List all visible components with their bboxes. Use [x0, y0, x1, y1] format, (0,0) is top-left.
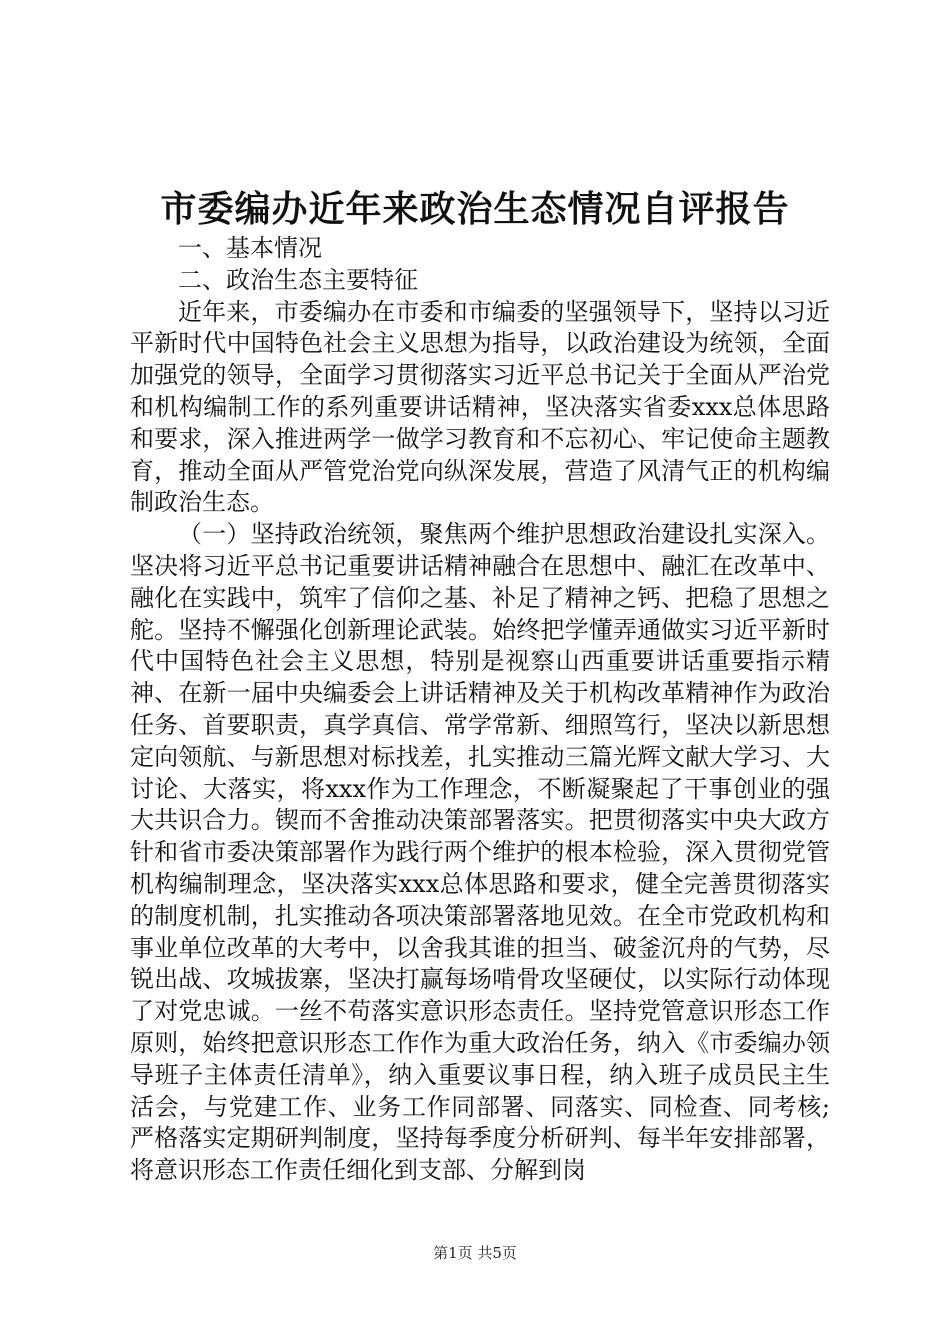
- page-footer: 第1页 共5页: [433, 1244, 517, 1262]
- section-heading-basic-situation: 一、基本情况: [178, 234, 322, 262]
- body-paragraph: （一）坚持政治统领，聚焦两个维护思想政治建设扎实深入。坚决将习近平总书记重要讲话精神融合在思想中、融汇在改革中、融化在实践中，筑牢了信仰之基、补足了精神之钙、把稳了思想之舵。坚持不懈强化创新理论武装。始终把学懂弄通做实习近平新时代中国特色社会主义思想，特别是视察山西重要讲话重要指示精神、在新一届中央编委会上讲话精神及关于机构改革精神作为政治任务、首要职责，真学真信、常学常新、细照笃行，坚决以新思想定向领航、与新思想对标找差，扎实推动三篇光辉文献大学习、大讨论、大落实，将xxx作为工作理念，不断凝聚起了干事创业的强大共识合力。锲而不舍推动决策部署落实。把贯彻落实中央大政方针和省市委决策部署作为践行两个维护的根本检验，深入贯彻党管机构编制理念，坚决落实xxx总体思路和要求，健全完善贯彻落实的制度机制，扎实推动各项决策部署落地见效。在全市党政机构和事业单位改革的大考中，以舍我其谁的担当、破釜沉舟的气势，尽锐出战、攻城拔寨，坚决打赢每场啃骨攻坚硬仗，以实际行动体现了对党忠诚。一丝不苟落实意识形态责任。坚持党管意识形态工作原则，始终把意识形态工作作为重大政治任务，纳入《市委编办领导班子主体责任清单》，纳入重要议事日程，纳入班子成员民主生活会，与党建工作、业务工作同部署、同落实、同检查、同考核;严格落实定期研判制度，坚持每季度分析研判、每半年安排部署，将意识形态工作责任细化到支部、分解到岗: [130, 520, 830, 1185]
- document-title: 市委编办近年来政治生态情况自评报告: [160, 188, 790, 230]
- body-paragraph: 近年来，市委编办在市委和市编委的坚强领导下，坚持以习近平新时代中国特色社会主义思想为指导，以政治建设为统领，全面加强党的领导，全面学习贯彻落实习近平总书记关于全面从严治党和机构编制工作的系列重要讲话精神，坚决落实省委xxx总体思路和要求，深入推进两学一做学习教育和不忘初心、牢记使命主题教育，推动全面从严管党治党向纵深发展，营造了风清气正的机构编制政治生态。: [130, 297, 830, 517]
- document-body: [130, 233, 830, 1187]
- section-heading-main-features: 二、政治生态主要特征: [178, 265, 418, 294]
